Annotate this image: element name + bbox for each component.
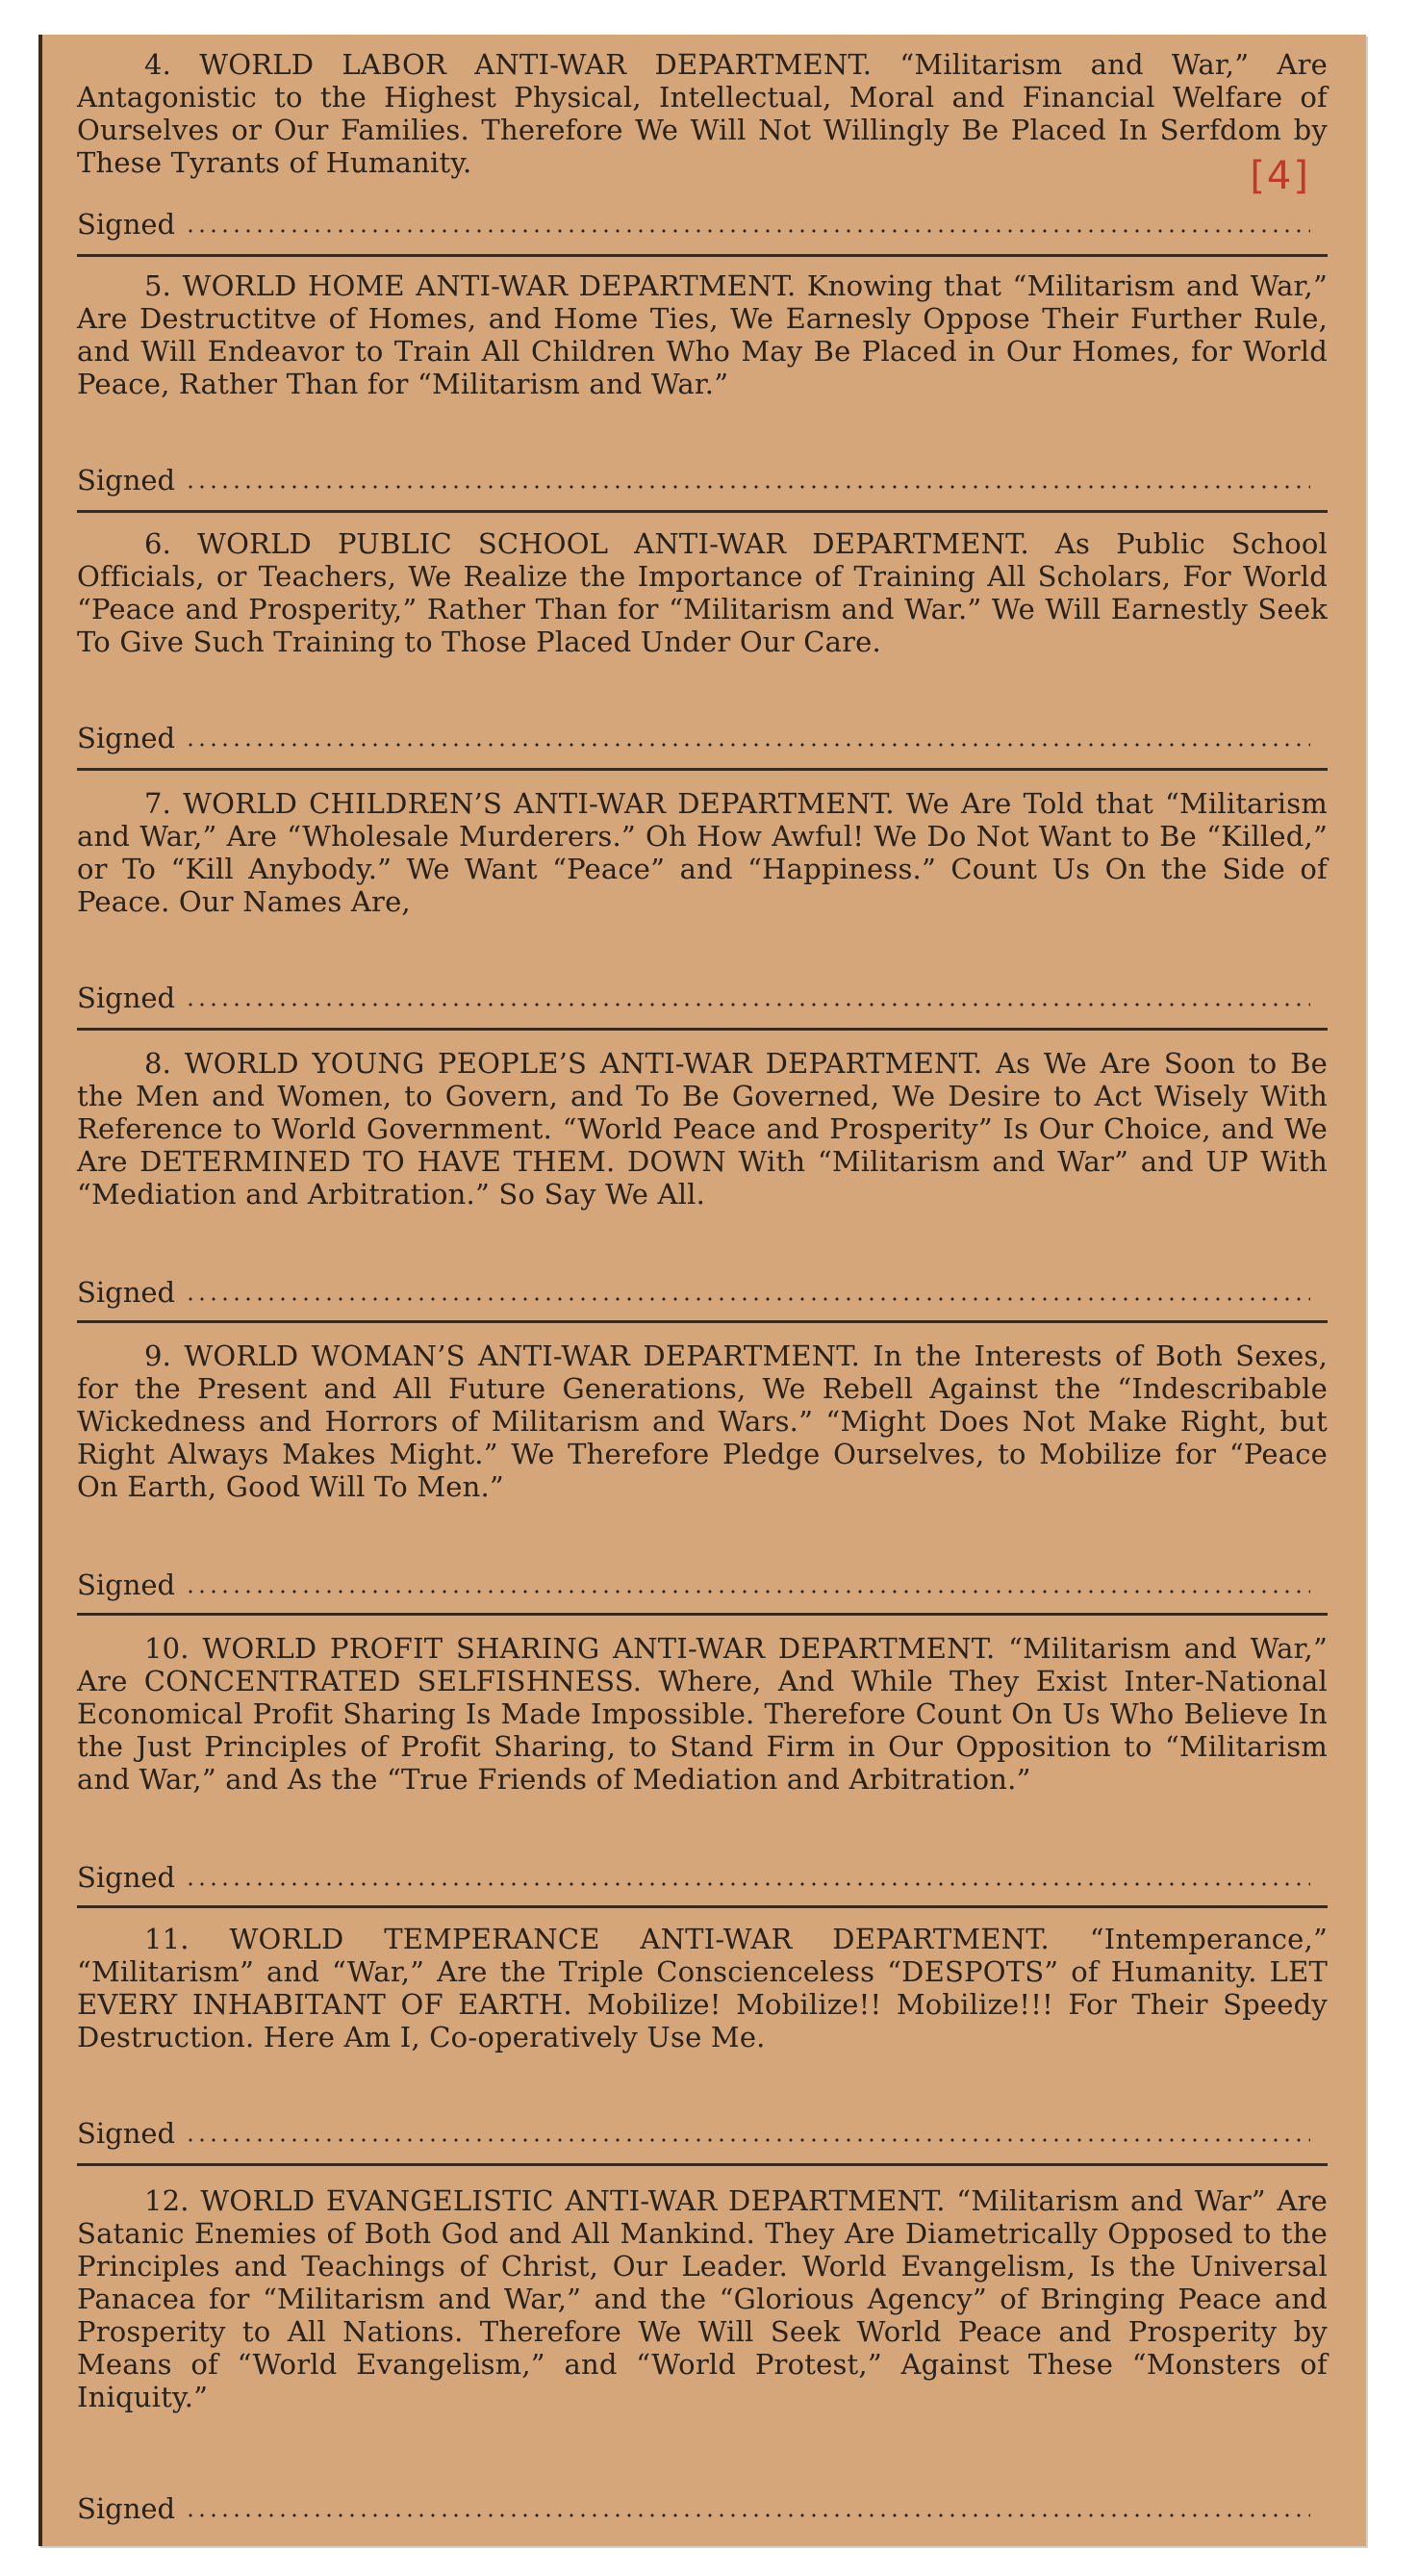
section-divider — [77, 254, 1328, 257]
section-4-text: 4. WORLD LABOR ANTI-WAR DEPARTMENT. “Militarism and War,” Are Antagonistic to the Highest Physical, Intellectual, Moral and Financial Welfare of Ourselves or Our Families. Therefore We Will Not Willingly Be Placed In Serfdom by These Tyrants of Humanity. — [77, 48, 1328, 179]
signature-line — [77, 464, 1328, 497]
section-12 — [77, 2184, 1328, 2531]
signature-dots — [185, 742, 1310, 748]
section-divider — [77, 1905, 1328, 1908]
section-6-text: 6. WORLD PUBLIC SCHOOL ANTI-WAR DEPARTMENT. As Public School Officials, or Teachers, We Realize the Importance of Training All Scholars, For World “Peace and Prosperity,” Rather Than for “Militarism and War.” We Will Earnestly Seek To Give Such Training to Those Placed Under Our Care. — [77, 527, 1328, 658]
signature-line — [77, 1861, 1328, 1894]
signature-dots — [185, 2137, 1310, 2143]
signature-line — [77, 2117, 1328, 2150]
signature-dots — [185, 1296, 1310, 1302]
newspaper-clipping — [38, 35, 1366, 2546]
section-5-text: 5. WORLD HOME ANTI-WAR DEPARTMENT. Knowing that “Militarism and War,” Are Destructitve of Homes, and Home Ties, We Earnesly Oppose Their Further Rule, and Will Endeavor to Train All Children Who May Be Placed in Our Homes, for World Peace, Rather Than for “Militarism and War.” — [77, 269, 1328, 400]
section-divider — [77, 1320, 1328, 1323]
signature-dots — [185, 484, 1310, 490]
signed-label: Signed — [77, 464, 176, 497]
signature-line — [77, 1569, 1328, 1601]
signed-label: Signed — [77, 722, 176, 754]
signature-dots — [185, 2512, 1310, 2518]
section-10-text: 10. WORLD PROFIT SHARING ANTI-WAR DEPARTMENT. “Militarism and War,” Are CONCENTRATED SELFISHNESS. Where, And While They Exist Inter-National Economical Profit Sharing Is Made Impossible. Therefore Count On Us Who Believe In the Just Principles of Profit Sharing, to Stand Firm in Our Opposition to “Militarism and War,” and As the “True Friends of Mediation and Arbitration.” — [77, 1632, 1328, 1796]
signed-label: Signed — [77, 208, 176, 241]
section-4 — [77, 48, 1328, 250]
section-7-text: 7. WORLD CHILDREN’S ANTI-WAR DEPARTMENT. We Are Told that “Militarism and War,” Are “Wholesale Murderers.” Oh How Awful! We Do Not Want to Be “Killed,” or To “Kill Anybody.” We Want “Peace” and “Happiness.” Count Us On the Side of Peace. Our Names Are, — [77, 787, 1328, 918]
signature-line — [77, 208, 1328, 241]
signed-label: Signed — [77, 1861, 176, 1894]
signature-line — [77, 2492, 1328, 2525]
signature-line — [77, 1276, 1328, 1309]
section-9 — [77, 1339, 1328, 1619]
section-8 — [77, 1047, 1328, 1328]
signature-line — [77, 722, 1328, 754]
section-8-text: 8. WORLD YOUNG PEOPLE’S ANTI-WAR DEPARTMENT. As We Are Soon to Be the Men and Women, to Govern, and To Be Governed, We Desire to Act Wisely With Reference to World Government. “World Peace and Prosperity” Is Our Choice, and We Are DETERMINED TO HAVE THEM. DOWN With “Militarism and War” and UP With “Mediation and Arbitration.” So Say We All. — [77, 1047, 1328, 1211]
signature-dots — [185, 1881, 1310, 1887]
section-11-text: 11. WORLD TEMPERANCE ANTI-WAR DEPARTMENT. “Intemperance,” “Militarism” and “War,” Are the Triple Conscienceless “DESPOTS” of Humanity. LET EVERY INHABITANT OF EARTH. Mobilize! Mobilize!! Mobilize!!! For Their Speedy Destruction. Here Am I, Co-operatively Use Me. — [77, 1923, 1328, 2053]
section-5 — [77, 269, 1328, 510]
section-divider — [77, 2163, 1328, 2166]
signed-label: Signed — [77, 982, 176, 1014]
signed-label: Signed — [77, 1276, 176, 1309]
signature-line — [77, 982, 1328, 1014]
signed-label: Signed — [77, 2492, 176, 2525]
signature-dots — [185, 228, 1310, 234]
signed-label: Signed — [77, 2117, 176, 2150]
signature-dots — [185, 1002, 1310, 1007]
section-9-text: 9. WORLD WOMAN’S ANTI-WAR DEPARTMENT. In the Interests of Both Sexes, for the Present and All Future Generations, We Rebell Against the “Indescribable Wickedness and Horrors of Militarism and Wars.” “Might Does Not Make Right, but Right Always Makes Might.” We Therefore Pledge Ourselves, to Mobilize for “Peace On Earth, Good Will To Men.” — [77, 1339, 1328, 1503]
section-7 — [77, 787, 1328, 1030]
section-divider — [77, 510, 1328, 513]
section-10 — [77, 1632, 1328, 1911]
section-divider — [77, 1613, 1328, 1616]
page-number: [4] — [1250, 154, 1310, 198]
signed-label: Signed — [77, 1569, 176, 1601]
section-divider — [77, 1028, 1328, 1031]
section-12-text: 12. WORLD EVANGELISTIC ANTI-WAR DEPARTMENT. “Militarism and War” Are Satanic Enemies of Both God and All Mankind. They Are Diametrically Opposed to the Principles and Teachings of Christ, Our Leader. World Evangelism, Is the Universal Panacea for “Militarism and War,” and the “Glorious Agency” of Bringing Peace and Prosperity to All Nations. Therefore We Will Seek World Peace and Prosperity by Means of “World Evangelism,” and “World Protest,” Against These “Monsters of Iniquity.” — [77, 2184, 1328, 2413]
section-divider — [77, 768, 1328, 771]
section-6 — [77, 527, 1328, 770]
section-11 — [77, 1923, 1328, 2169]
signature-dots — [185, 1589, 1310, 1594]
